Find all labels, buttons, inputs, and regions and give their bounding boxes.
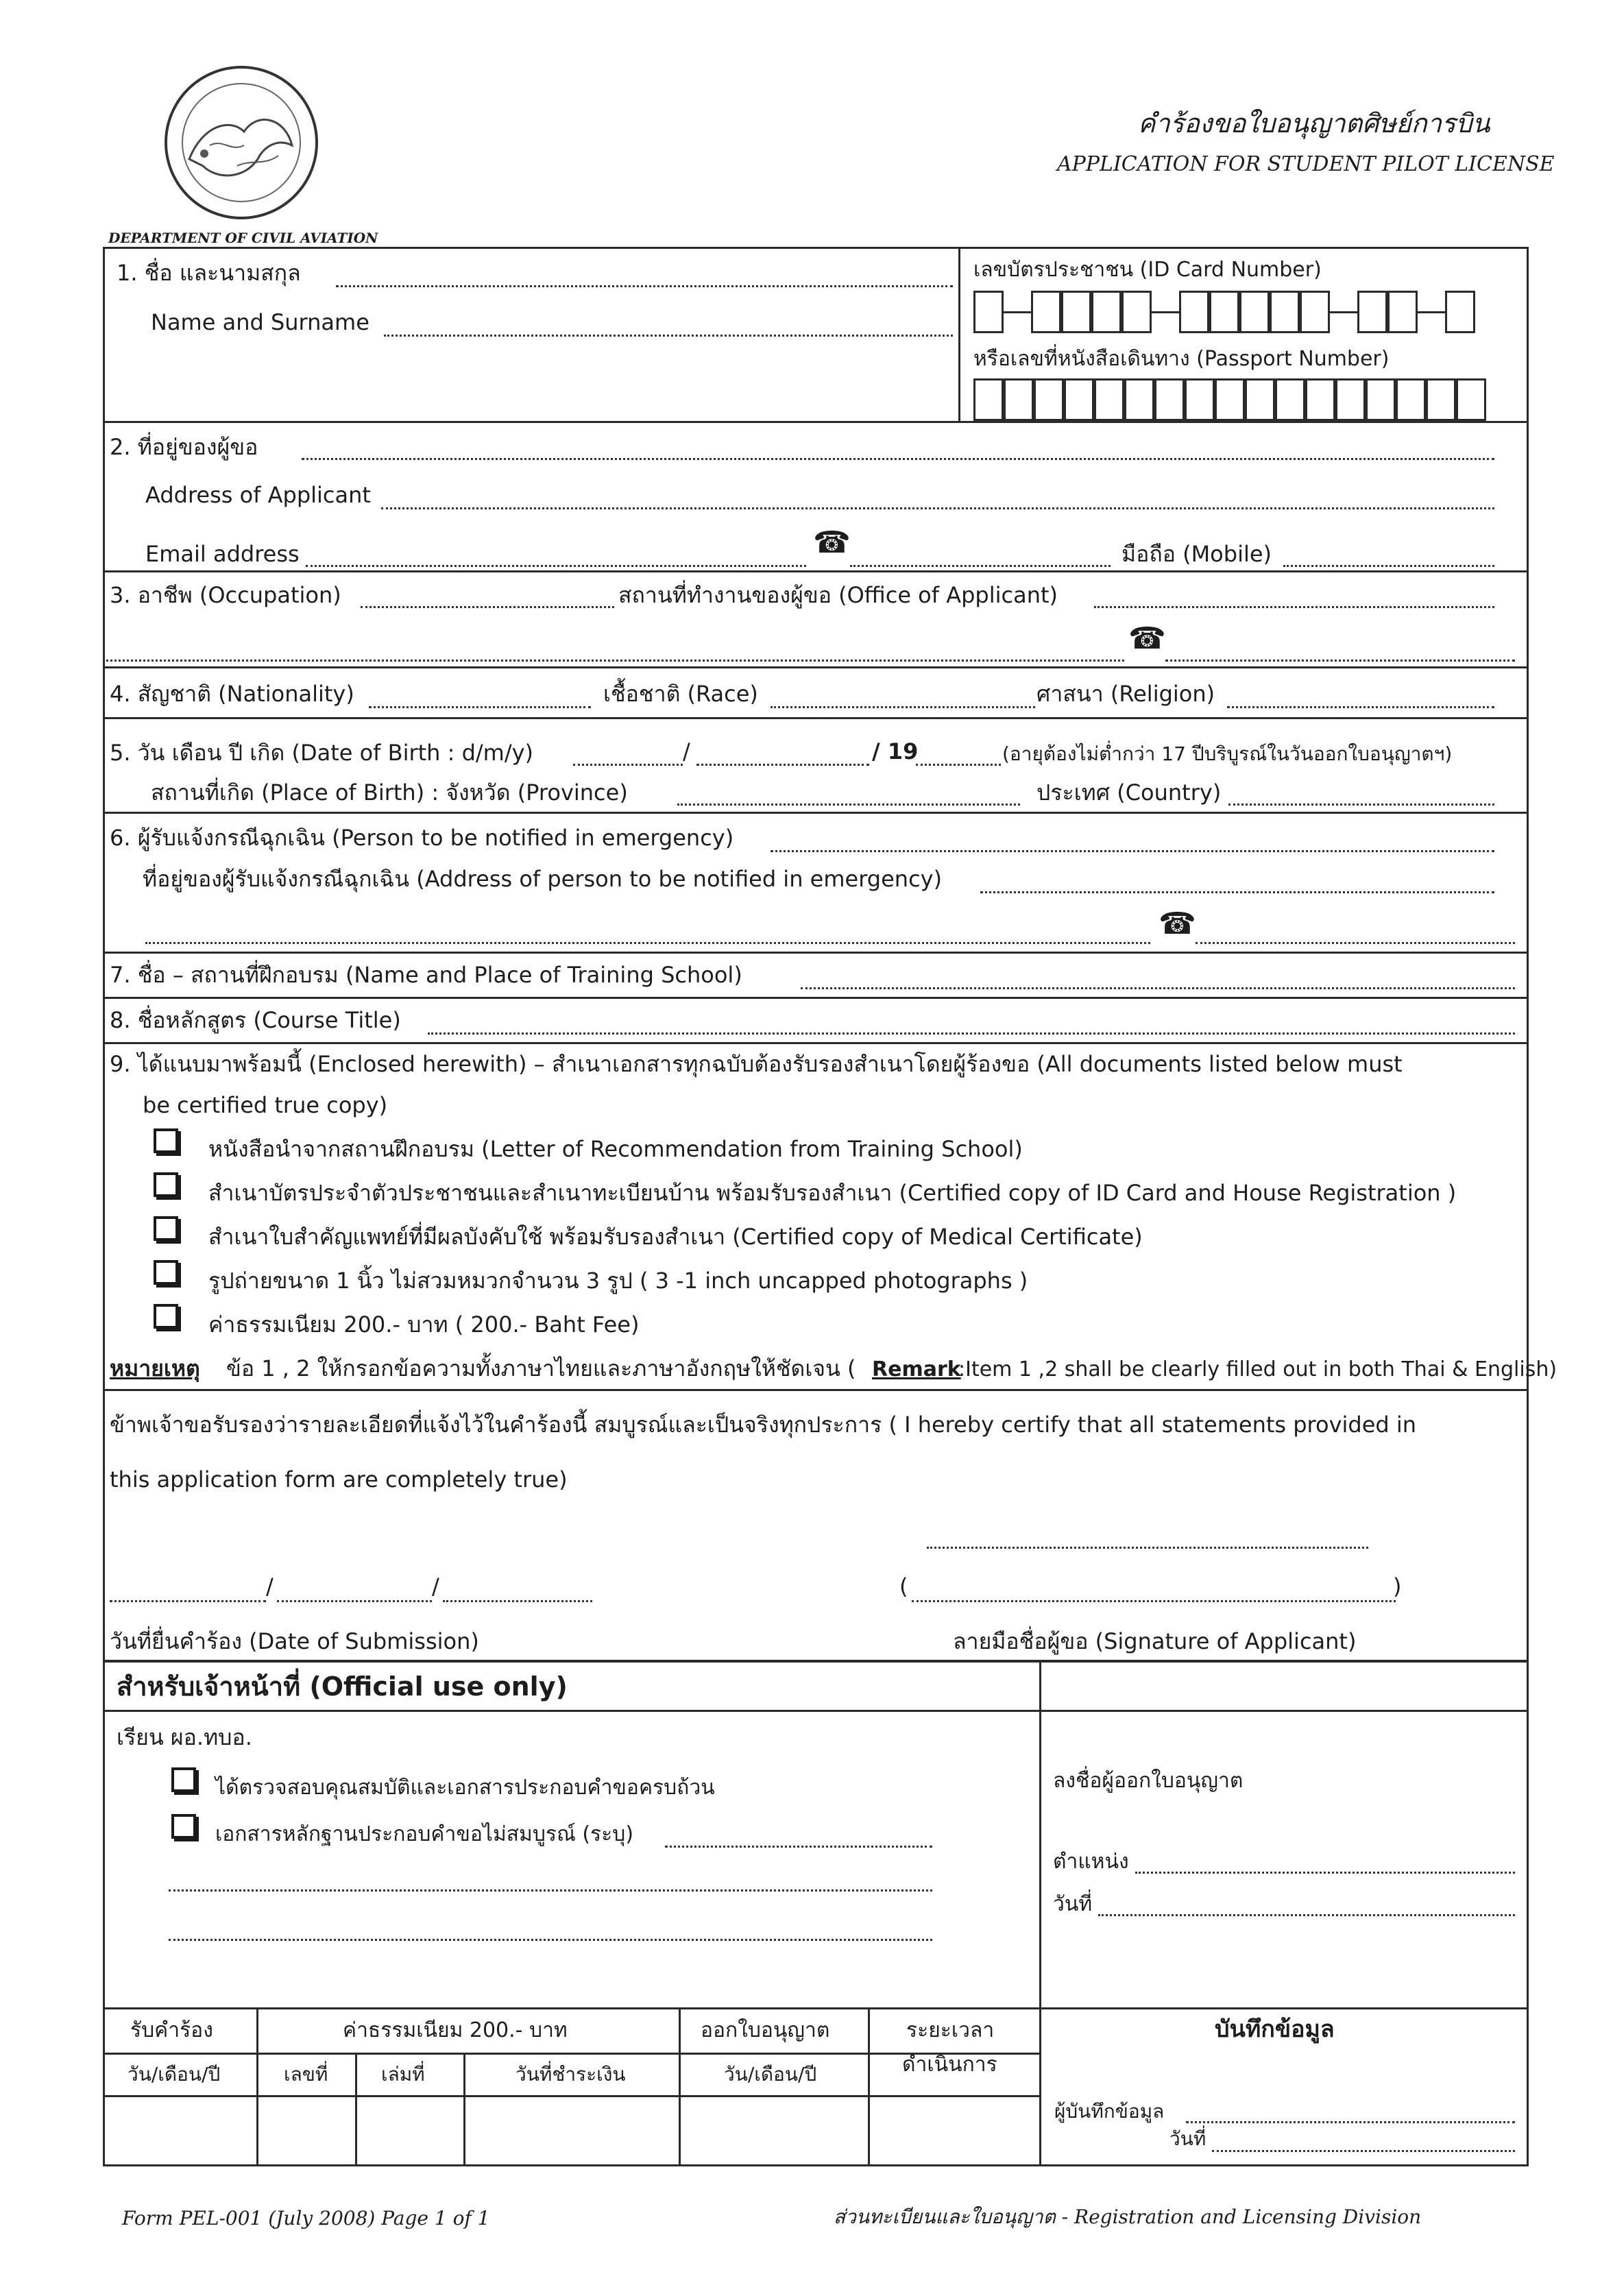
id-card-boxes[interactable] <box>973 291 1515 333</box>
signature-line[interactable] <box>927 1547 1368 1549</box>
signature-label: ลายมือชื่อผู้ขอ (Signature of Applicant) <box>953 1628 1357 1654</box>
province-line[interactable] <box>677 803 1020 806</box>
id-card-label: เลขบัตรประชาชน (ID Card Number) <box>973 258 1322 282</box>
col-period-2: ดำเนินการ <box>902 2053 997 2077</box>
incomplete-reason-line-2[interactable] <box>169 1889 932 1892</box>
dob-label: 5. วัน เดือน ปี เกิด (Date of Birth : d/m/y) <box>110 740 534 766</box>
checkbox-incomplete[interactable] <box>171 1814 196 1839</box>
table-top <box>103 2007 1529 2009</box>
passport-label: หรือเลขที่หนังสือเดินทาง (Passport Number) <box>973 347 1390 371</box>
issuer-label: ลงชื่อผู้ออกใบอนุญาต <box>1053 1769 1244 1793</box>
paren-close: ) <box>1393 1573 1402 1599</box>
official-addressee: เรียน ผอ.ทบอ. <box>117 1724 252 1750</box>
col-receive: รับคำร้อง <box>130 2018 213 2042</box>
title-thai: คำร้องขอใบอนุญาตศิษย์การบิน <box>1138 108 1490 138</box>
emergency-address-label: ที่อยู่ของผู้รับแจ้งกรณีฉุกเฉิน (Address of person to be notified in emergency) <box>143 866 943 892</box>
nationality-label: 4. สัญชาติ (Nationality) <box>110 681 354 707</box>
divider <box>958 247 960 421</box>
record-date-line[interactable] <box>1212 2150 1515 2152</box>
date-slash: / <box>266 1573 274 1599</box>
sub-issue-date: วัน/เดือน/ปี <box>724 2063 817 2086</box>
address-label-en: Address of Applicant <box>145 482 371 508</box>
submission-year-line[interactable] <box>443 1600 592 1602</box>
official-frame <box>103 1660 1529 2166</box>
checkbox-complete[interactable] <box>171 1767 196 1792</box>
checkbox-recommendation[interactable] <box>154 1128 178 1153</box>
course-title-label: 8. ชื่อหลักสูตร (Course Title) <box>110 1007 401 1033</box>
mobile-line[interactable] <box>1283 565 1494 567</box>
emergency-phone-line[interactable] <box>1196 942 1515 944</box>
date-slash: / <box>432 1573 439 1599</box>
form-code: Form PEL-001 (July 2008) Page 1 of 1 <box>122 2207 490 2229</box>
age-note: (อายุต้องไม่ต่ำกว่า 17 ปีบริบูรณ์ในวันออกใบอนุญาตฯ) <box>1002 742 1453 765</box>
doc-item: รูปถ่ายขนาด 1 นิ้ว ไม่สวมหมวกจำนวน 3 รูป ( 3 -1 inch uncapped photographs ) <box>208 1268 1028 1294</box>
department-label: DEPARTMENT OF CIVIL AVIATION <box>108 230 378 246</box>
address-line-1[interactable] <box>302 458 1494 460</box>
emergency-person-line[interactable] <box>771 850 1494 852</box>
position-label: ตำแหน่ง <box>1053 1850 1129 1874</box>
surname-line[interactable] <box>384 335 953 337</box>
divider <box>1039 1660 1041 2166</box>
doc-item: หนังสือนำจากสถานฝึกอบรม (Letter of Recommendation from Training School) <box>208 1136 1023 1162</box>
recorder-label: ผู้บันทึกข้อมูล <box>1054 2100 1165 2123</box>
passport-boxes[interactable] <box>973 378 1515 421</box>
official-check-1: ได้ตรวจสอบคุณสมบัติและเอกสารประกอบคำขอครบถ้วน <box>215 1776 715 1800</box>
divider <box>103 421 1529 423</box>
sub-number: เลขที่ <box>284 2063 328 2086</box>
dob-day-line[interactable] <box>573 764 683 766</box>
sub-receive-date: วัน/เดือน/ปี <box>128 2063 221 2086</box>
email-line[interactable] <box>306 565 806 567</box>
religion-label: ศาสนา (Religion) <box>1036 681 1215 707</box>
incomplete-reason-line[interactable] <box>665 1846 932 1848</box>
name-line[interactable] <box>336 285 953 287</box>
official-date-line[interactable] <box>1098 1914 1515 1916</box>
position-line[interactable] <box>1135 1872 1515 1874</box>
col-issue: ออกใบอนุญาต <box>701 2018 830 2042</box>
occupation-line[interactable] <box>361 606 614 608</box>
recorder-line[interactable] <box>1186 2121 1515 2123</box>
religion-line[interactable] <box>1227 706 1494 708</box>
nationality-line[interactable] <box>369 706 591 708</box>
phone-line[interactable] <box>850 565 1111 567</box>
printed-name-line[interactable] <box>912 1600 1396 1602</box>
division-label: ส่วนทะเบียนและใบอนุญาต - Registration and Licensing Division <box>834 2206 1422 2228</box>
training-school-line[interactable] <box>801 987 1515 989</box>
certification-line-2: this application form are completely true) <box>110 1466 568 1493</box>
official-date-label: วันที่ <box>1053 1892 1093 1916</box>
remark-word: Remark <box>872 1357 961 1381</box>
name-label-th: 1. ชื่อ และนามสกุล <box>117 260 301 286</box>
emergency-address-line-1[interactable] <box>980 891 1494 893</box>
dob-year-prefix: / 19 <box>872 738 919 764</box>
department-seal <box>162 63 321 222</box>
office-line[interactable] <box>1094 606 1494 608</box>
checkbox-id-card[interactable] <box>154 1172 178 1197</box>
remark-thai: ข้อ 1 , 2 ให้กรอกข้อความทั้งภาษาไทยและภาษาอังกฤษให้ชัดเจน ( <box>226 1355 856 1381</box>
doc-item: ค่าธรรมเนียม 200.- บาท ( 200.- Baht Fee) <box>208 1312 640 1338</box>
doc-item: สำเนาใบสำคัญแพทย์ที่มีผลบังคับใช้ พร้อมรับรองสำเนา (Certified copy of Medical Certificate) <box>208 1224 1143 1250</box>
submission-day-line[interactable] <box>110 1600 266 1602</box>
certification-line-1: ข้าพเจ้าขอรับรองว่ารายละเอียดที่แจ้งไว้ในคำร้องนี้ สมบูรณ์และเป็นจริงทุกประการ ( I hereby certify that all statements provided in <box>110 1412 1417 1438</box>
dob-slash: / <box>683 738 690 764</box>
col-period-1: ระยะเวลา <box>906 2018 995 2042</box>
race-line[interactable] <box>771 706 1035 708</box>
record-date-label: วันที่ <box>1169 2127 1206 2150</box>
official-check-2: เอกสารหลักฐานประกอบคำขอไม่สมบูรณ์ (ระบุ) <box>215 1822 634 1846</box>
name-label-en: Name and Surname <box>151 309 369 335</box>
enclosed-label-2: be certified true copy) <box>143 1092 388 1118</box>
country-label: ประเทศ (Country) <box>1036 780 1222 806</box>
official-title: สำหรับเจ้าหน้าที่ (Official use only) <box>117 1671 568 1702</box>
office-line-2[interactable] <box>103 660 1124 662</box>
telephone-icon: ☎ <box>813 525 851 560</box>
country-line[interactable] <box>1228 803 1494 806</box>
checkbox-medical[interactable] <box>154 1216 178 1241</box>
remark-label: หมายเหตุ <box>110 1355 200 1381</box>
remark-english: :Item 1 ,2 shall be clearly filled out in both Thai & English) <box>958 1357 1557 1381</box>
telephone-icon: ☎ <box>1159 906 1196 941</box>
incomplete-reason-line-3[interactable] <box>169 1939 932 1941</box>
training-school-label: 7. ชื่อ – สถานที่ฝึกอบรม (Name and Place of Training School) <box>110 962 742 988</box>
mobile-label: มือถือ (Mobile) <box>1121 541 1272 567</box>
doc-item: สำเนาบัตรประจำตัวประชาชนและสำเนาทะเบียนบ้าน พร้อมรับรองสำเนา (Certified copy of ID Card and House Registration ) <box>208 1180 1457 1206</box>
col-record: บันทึกข้อมูล <box>1215 2016 1335 2043</box>
paren-open: ( <box>899 1573 908 1599</box>
checkbox-photographs[interactable] <box>154 1260 178 1285</box>
course-title-line[interactable] <box>428 1032 1515 1035</box>
dob-year-line[interactable] <box>916 764 1001 766</box>
title-english: APPLICATION FOR STUDENT PILOT LICENSE <box>1057 152 1555 176</box>
telephone-icon: ☎ <box>1128 621 1166 656</box>
address-label-th: 2. ที่อยู่ของผู้ขอ <box>110 434 258 460</box>
office-label: สถานที่ทำงานของผู้ขอ (Office of Applicant) <box>618 582 1058 608</box>
sub-book: เล่มที่ <box>381 2063 425 2086</box>
emergency-person-label: 6. ผู้รับแจ้งกรณีฉุกเฉิน (Person to be notified in emergency) <box>110 825 734 851</box>
address-line-2[interactable] <box>381 507 1494 509</box>
checkbox-fee[interactable] <box>154 1304 178 1329</box>
office-phone-line[interactable] <box>1165 660 1515 662</box>
enclosed-label: 9. ได้แนบมาพร้อมนี้ (Enclosed herewith) – สำเนาเอกสารทุกฉบับต้องรับรองสำเนาโดยผู้ร้องขอ (All documents listed below must <box>110 1051 1403 1077</box>
submission-month-line[interactable] <box>277 1600 432 1602</box>
emergency-address-line-2[interactable] <box>145 942 1150 944</box>
race-label: เชื้อชาติ (Race) <box>603 681 758 707</box>
pob-label: สถานที่เกิด (Place of Birth) : จังหวัด (Province) <box>151 780 628 806</box>
occupation-label: 3. อาชีพ (Occupation) <box>110 582 341 608</box>
dob-month-line[interactable] <box>696 764 869 766</box>
sub-pay-date: วันที่ชำระเงิน <box>516 2063 626 2086</box>
submission-date-label: วันที่ยื่นคำร้อง (Date of Submission) <box>110 1628 479 1654</box>
col-fee: ค่าธรรมเนียม 200.- บาท <box>343 2018 568 2042</box>
email-label: Email address <box>145 541 300 567</box>
